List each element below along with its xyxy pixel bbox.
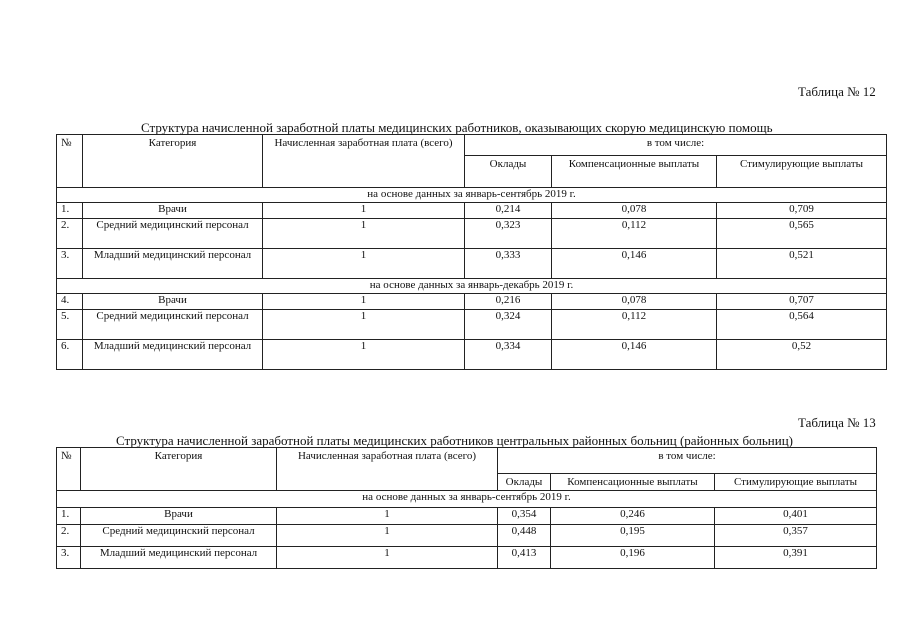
header-compensation: Компенсационные выплаты xyxy=(551,474,715,491)
header-salary: Оклады xyxy=(465,156,552,188)
table-row xyxy=(57,508,877,525)
row-num: 1. xyxy=(57,203,83,219)
table-13-label: Таблица № 13 xyxy=(798,415,876,430)
table-12-title: Структура начисленной заработной платы медицинских работников, оказывающих скорую медицинскую помощь xyxy=(141,120,773,135)
row-category: Средний медицинский персонал xyxy=(81,525,277,547)
table-row xyxy=(57,294,887,310)
row-num: 3. xyxy=(57,547,81,569)
row-incentive: 0,565 xyxy=(717,219,887,249)
table-row xyxy=(57,547,877,569)
row-compensation: 0,078 xyxy=(552,203,717,219)
row-num: 5. xyxy=(57,310,83,340)
table-row xyxy=(57,203,887,219)
header-including: в том числе: xyxy=(465,135,887,156)
row-incentive: 0,709 xyxy=(717,203,887,219)
table-12-label: Таблица № 12 xyxy=(798,84,876,99)
row-salary: 0,413 xyxy=(498,547,551,569)
row-total: 1 xyxy=(263,203,465,219)
section-title: на основе данных за январь-сентябрь 2019 г. xyxy=(57,491,877,508)
row-salary: 0,324 xyxy=(465,310,552,340)
row-compensation: 0,246 xyxy=(551,508,715,525)
row-compensation: 0,195 xyxy=(551,525,715,547)
header-incentive: Стимулирующие выплаты xyxy=(715,474,877,491)
row-compensation: 0,146 xyxy=(552,340,717,370)
section-title: на основе данных за январь-сентябрь 2019 г. xyxy=(57,188,887,203)
row-salary: 0,216 xyxy=(465,294,552,310)
table-12 xyxy=(56,134,887,370)
table-row xyxy=(57,219,887,249)
row-category: Врачи xyxy=(81,508,277,525)
row-category: Врачи xyxy=(83,294,263,310)
row-num: 1. xyxy=(57,508,81,525)
row-incentive: 0,707 xyxy=(717,294,887,310)
row-incentive: 0,521 xyxy=(717,249,887,279)
row-salary: 0,448 xyxy=(498,525,551,547)
row-num: 3. xyxy=(57,249,83,279)
table-13 xyxy=(56,447,877,569)
row-salary: 0,214 xyxy=(465,203,552,219)
header-num: № xyxy=(57,135,83,188)
row-incentive: 0,564 xyxy=(717,310,887,340)
header-including: в том числе: xyxy=(498,448,877,474)
table-row xyxy=(57,525,877,547)
row-num: 2. xyxy=(57,219,83,249)
header-category: Категория xyxy=(83,135,263,188)
row-compensation: 0,112 xyxy=(552,310,717,340)
row-num: 4. xyxy=(57,294,83,310)
table-13-title: Структура начисленной заработной платы медицинских работников центральных районных больниц (районных больниц) xyxy=(116,433,793,448)
row-category: Младший медицинский персонал xyxy=(83,340,263,370)
row-salary: 0,334 xyxy=(465,340,552,370)
row-category: Врачи xyxy=(83,203,263,219)
row-total: 1 xyxy=(277,508,498,525)
row-salary: 0,323 xyxy=(465,219,552,249)
row-total: 1 xyxy=(263,340,465,370)
row-category: Младший медицинский персонал xyxy=(81,547,277,569)
row-incentive: 0,357 xyxy=(715,525,877,547)
row-total: 1 xyxy=(263,310,465,340)
header-compensation: Компенсационные выплаты xyxy=(552,156,717,188)
table-row xyxy=(57,249,887,279)
row-total: 1 xyxy=(277,525,498,547)
row-total: 1 xyxy=(263,249,465,279)
section-title: на основе данных за январь-декабрь 2019 г. xyxy=(57,279,887,294)
row-compensation: 0,196 xyxy=(551,547,715,569)
header-total: Начисленная заработная плата (всего) xyxy=(277,448,498,491)
row-salary: 0,354 xyxy=(498,508,551,525)
row-compensation: 0,078 xyxy=(552,294,717,310)
row-total: 1 xyxy=(263,294,465,310)
header-total: Начисленная заработная плата (всего) xyxy=(263,135,465,188)
table-row xyxy=(57,310,887,340)
row-num: 2. xyxy=(57,525,81,547)
row-category: Средний медицинский персонал xyxy=(83,219,263,249)
row-compensation: 0,112 xyxy=(552,219,717,249)
header-incentive: Стимулирующие выплаты xyxy=(717,156,887,188)
row-salary: 0,333 xyxy=(465,249,552,279)
row-compensation: 0,146 xyxy=(552,249,717,279)
row-category: Средний медицинский персонал xyxy=(83,310,263,340)
header-num: № xyxy=(57,448,81,491)
row-incentive: 0,401 xyxy=(715,508,877,525)
row-total: 1 xyxy=(277,547,498,569)
table-row xyxy=(57,340,887,370)
row-num: 6. xyxy=(57,340,83,370)
row-incentive: 0,52 xyxy=(717,340,887,370)
row-category: Младший медицинский персонал xyxy=(83,249,263,279)
row-total: 1 xyxy=(263,219,465,249)
header-category: Категория xyxy=(81,448,277,491)
row-incentive: 0,391 xyxy=(715,547,877,569)
header-salary: Оклады xyxy=(498,474,551,491)
